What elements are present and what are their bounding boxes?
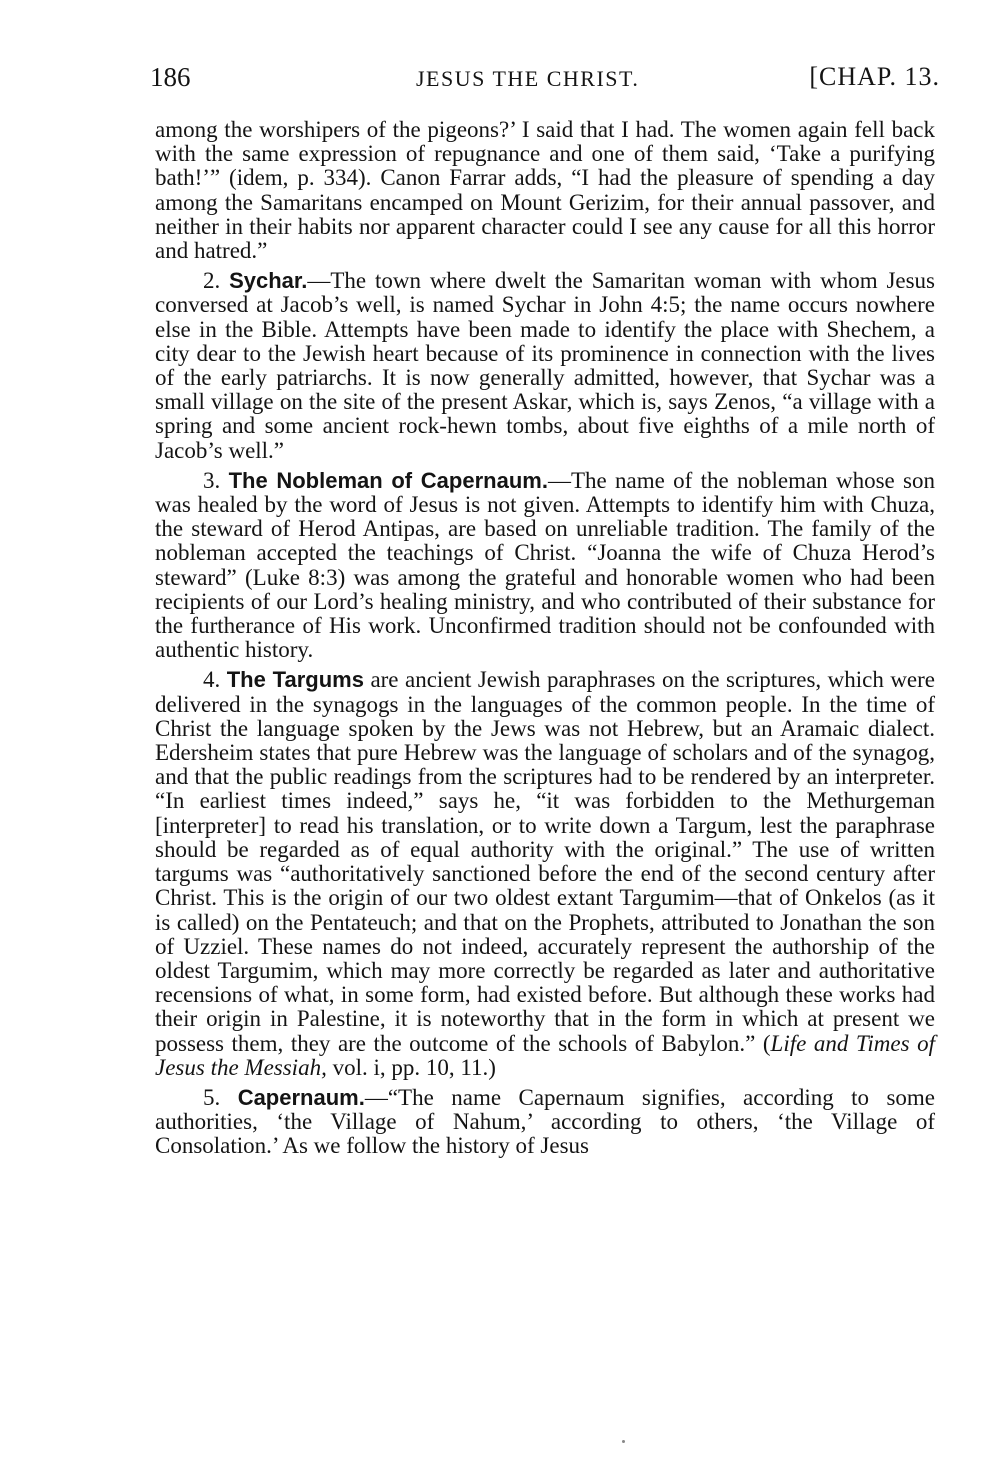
note-heading: The Nobleman of Capernaum. — [228, 467, 548, 493]
note-text: —The town where dwelt the Samaritan woman with whom Jesus conversed at Jacob’s well, is named Sychar in John 4:5; the name occurs nowhere else in the Bible. Attempts have been made to identify the place with Shechem, a city dear to the Jewish heart because of its prominence in connection with the lives of the early patriarchs. It is now generally admitted, however, that Sychar was a small village on the site of the present Askar, which is, says Zenos, “a village with a spring and some ancient rock-hewn tombs, about five eighths of a mile north of Jacob’s well.” — [155, 268, 936, 463]
note-sychar — [155, 269, 935, 463]
note-text: —The name of the nobleman whose son was healed by the word of Jesus is not given. Attempts to identify him with Chuza, the steward of Herod Antipas, are based on unreliable tradition. The family of the nobleman accepted the teachings of Christ. “Joanna the wife of Chuza Herod’s steward” (Luke 8:3) was among the grateful and honorable women who had been recipients of our Lord’s healing ministry, and who contributed of their substance for the furtherance of His work. Unconfirmed tradition should not be confounded with authentic history. — [155, 467, 935, 663]
continued-paragraph: among the worshipers of the pigeons?’ I said that I had. The women again fell back with the same expression of repugnance and one of them said, ‘Take a purifying bath!’” (idem, p. 334). Canon Farrar adds, “I had the pleasure of spending a day among the Samaritans encamped on Mount Gerizim, for their annual passover, and neither in their habits nor apparent character could I see any cause for all this horror and hatred.” — [155, 117, 935, 264]
book-citation: Life and Times of Jesus the Messiah, — [155, 1030, 935, 1080]
chapter-marker: [CHAP. 13. — [809, 62, 940, 91]
note-number: 4. — [203, 667, 221, 693]
note-heading: Sychar. — [229, 268, 308, 294]
note-heading: Capernaum. — [237, 1084, 365, 1110]
note-text: are ancient Jewish paraphrases on the scriptures, which were delivered in the synagogs in the languages of the common people. In the time of Christ the language spoken by the Jews was not Hebrew, but an Aramaic dialect. Edersheim states that pure Hebrew was the language of scholars and of the synagog, and that the public readings from the scriptures had to be rendered by an interpreter. “In earliest times indeed,” says he, “it was forbidden to the Methurgeman [interpreter] to read his translation, or to write down a Targum, lest the paraphrase should be regarded as of equal authority with the original.” The use of written targums was “authoritatively sanctioned before the end of the second century after Christ. This is the origin of our two oldest extant Targumim—that of Onkelos (as it is called) on the Pentateuch; and that on the Prophets, attributed to Jonathan the son of Uzziel. These names do not indeed, accurately represent the authorship of the oldest Targumim, which may more correctly be regarded as later and authoritative recensions of what, in some form, had existed before. But although these works had their origin in Palestine, it is noteworthy that in the form in which at present we possess them, they are the outcome of the schools of Babylon.” ( — [155, 667, 936, 1056]
note-number: 2. — [203, 268, 221, 294]
note-number: 5. — [203, 1084, 221, 1110]
running-title: JESUS THE CHRIST. — [416, 66, 640, 91]
body-text — [155, 118, 935, 1159]
page-number: 186 — [150, 62, 191, 92]
note-nobleman — [155, 469, 935, 663]
citation-pages: vol. i, pp. 10, 11.) — [326, 1054, 496, 1080]
print-speck — [622, 1440, 625, 1443]
note-number: 3. — [203, 467, 221, 493]
note-targums — [155, 668, 935, 1079]
note-heading: The Targums — [226, 667, 364, 693]
note-text: —“The name Capernaum signifies, according to some authorities, ‘the Village of Nahum,’ according to others, ‘the Village of Consolation.’ As we follow the history of Jesus — [155, 1084, 936, 1159]
page-header — [150, 62, 940, 96]
note-capernaum — [155, 1086, 935, 1159]
